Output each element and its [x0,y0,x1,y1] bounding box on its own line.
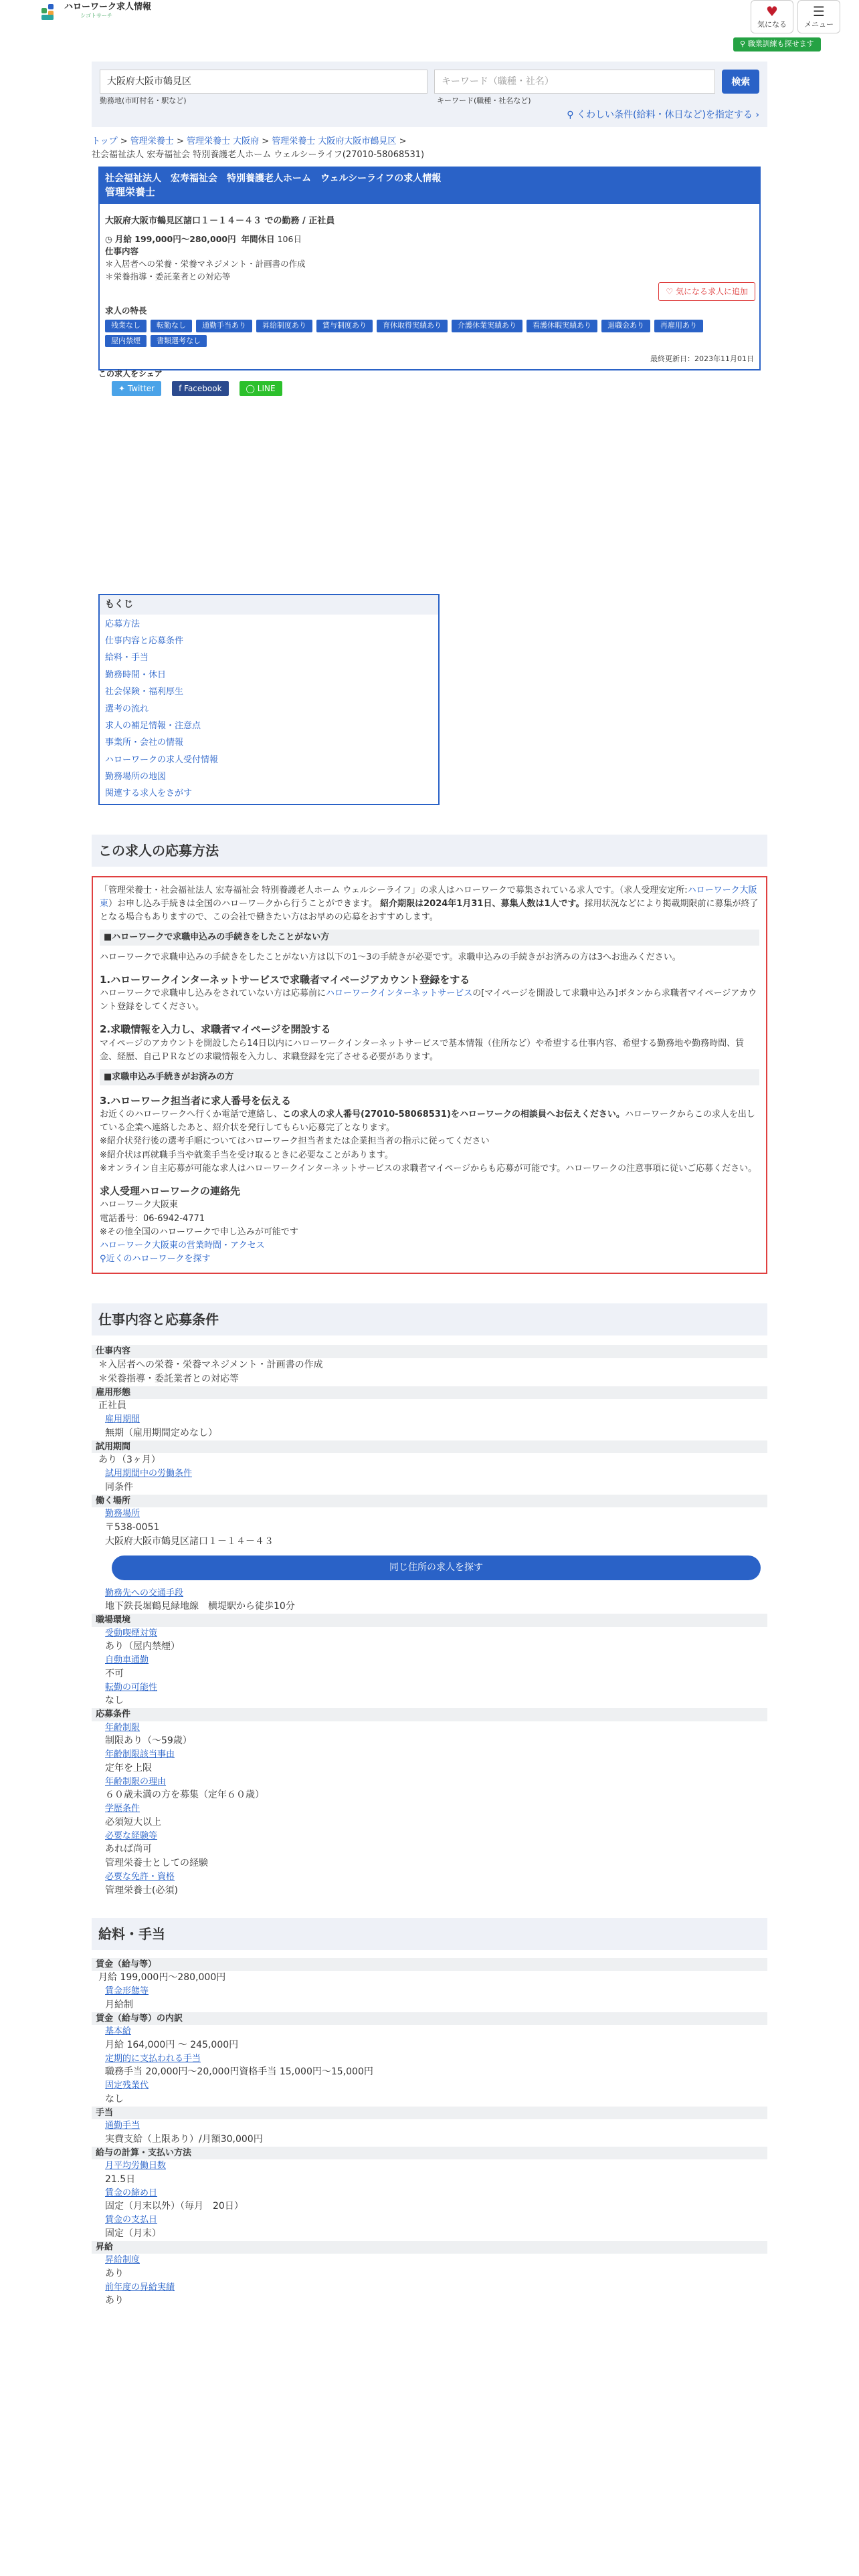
field-label-link[interactable]: 基本給 [105,2026,132,2037]
breadcrumb: トップ > 管理栄養士 > 管理栄養士 大阪府 > 管理栄養士 大阪府大阪市鶴見区 > [92,136,407,146]
field-label-link[interactable]: 定期的に支払われる手当 [105,2053,201,2064]
field-value: 定年を上限 [105,1762,152,1774]
field-label-link[interactable]: 月平均労働日数 [105,2161,167,2171]
content-line-2: ＊栄養指導・委託業者との対応等 [105,271,231,282]
last-updated: 最終更新日：2023年11月01日 [650,354,754,364]
field-group-heading: 昇給 [92,2241,767,2254]
nearby-hellowork-link[interactable] [100,1254,211,1264]
training-label: 職業訓練も探せます [747,39,814,48]
field-label-link[interactable]: 必要な経験等 [105,1830,158,1841]
breadcrumb-city[interactable]: 管理栄養士 大阪府大阪市鶴見区 [272,136,397,146]
field-value: 管理栄養士としての経験 [105,1858,208,1869]
field-value: 無期（雇用期間定めなし） [105,1427,217,1438]
contact-heading: 求人受理ハローワークの連絡先 [100,1184,241,1197]
toc-item[interactable]: 仕事内容と応募条件 [105,636,184,647]
feature-tag: 屋内禁煙 [105,335,147,348]
table-of-contents [98,594,440,805]
field-value: 必須短大以上 [105,1816,161,1828]
step1-text-b: の[マイページを開設して求職申込み]ボタンから求職者マイページアカウント登録をしてください。 [100,988,757,1012]
feature-tag: 昇給制度あり [256,320,312,332]
field-value: あり（屋内禁煙） [105,1641,180,1652]
feature-tag: 残業なし [105,320,147,332]
field-group-heading: 給与の計算・支払い方法 [92,2147,767,2160]
toc-item[interactable]: 関連する求人をさがす [105,788,193,799]
step3-text-b: ハローワークからこの求人を出している企業へ連絡したあと、紹介状を発行してもらい応募完了となります。 [100,1109,755,1134]
breadcrumb-top[interactable]: トップ [92,136,118,146]
apply-intro-text: 採用状況などにより掲載期限前に募集が終了となる場合もありますので、この会社で働きたい方はお早めの応募をおすすめします。 [100,898,759,922]
favorites-button[interactable] [751,0,793,33]
toc-item[interactable]: 選考の流れ [105,704,149,714]
keyword-input[interactable]: キーワード（職種・社名） [434,70,716,94]
add-favorite-button[interactable] [658,282,755,301]
feature-tag: 介護休業実績あり [452,320,522,332]
step2-heading: 2.求職情報を入力し、求職者マイページを開設する [100,1023,331,1036]
breadcrumb-current: 社会福祉法人 宏寿福祉会 特別養護老人ホーム ウェルシーライフ(27010-58068531) [92,149,425,160]
field-value: 実費支給（上限あり）/月額30,000円 [105,2133,263,2145]
apply-intro [100,884,759,924]
toc-item[interactable]: 給料・手当 [105,653,149,663]
contact-note: ※その他全国のハローワークで申し込みが可能です [100,1226,298,1237]
job-card-header [100,168,759,204]
field-label-link[interactable]: 勤務先への交通手段 [105,1588,184,1598]
field-group-heading: 手当 [92,2107,767,2120]
job-title: 管理栄養士 [105,186,156,199]
field-label-link[interactable]: 賃金の締め日 [105,2187,158,2198]
job-number-text: この求人の求人番号(27010-58068531)をハローワークの相談員へお伝えください。 [282,1109,625,1120]
subheading-not-registered: ■ハローワークで求職申込みの手続きをしたことがない方 [100,930,759,946]
field-value: あれば尚可 [105,1844,152,1855]
field-value: 不可 [105,1668,124,1679]
line-icon: ◯ [246,383,258,393]
field-label-link[interactable]: 必要な免許・資格 [105,1872,175,1883]
content-line-1: ＊入居者への栄養・栄養マネジメント・計画書の作成 [105,259,306,270]
field-value: 月給制 [105,1999,133,2010]
conditions-list [92,1345,767,1898]
field-group-heading: 応募条件 [92,1708,767,1721]
search-panel [92,62,767,127]
field-value: 月給 199,000円〜280,000円 [98,1972,226,1983]
same-address-jobs-button[interactable]: 同じ住所の求人を探す [112,1555,761,1580]
salary-line [105,233,754,246]
location-input[interactable]: 大阪府大阪市鶴見区 [100,70,427,94]
field-label-link[interactable]: 賃金の支払日 [105,2215,158,2226]
search-icon: ⚲ [100,1253,106,1264]
chevron-right-icon: › [752,109,759,120]
field-value: なし [105,1695,124,1707]
field-label-link[interactable]: 転勤の可能性 [105,1682,158,1693]
salary-heading: 給料・手当 [92,1918,767,1950]
holidays-value: 106日 [277,233,302,244]
field-group-heading: 職場環境 [92,1614,767,1627]
apply-intro-text: 「管理栄養士・社会福祉法人 宏寿福祉会 特別養護老人ホーム ウェルシーライフ」の求人はハローワークで募集されている求人です。（求人受理安定所: [100,885,688,895]
apply-box [92,876,767,1275]
feature-tag: 書類選考なし [151,335,207,348]
search-button[interactable]: 検索 [722,70,759,94]
keyword-label: キーワード(職種・社名など) [437,96,531,105]
menu-label: メニュー [804,20,834,29]
step1-text [100,987,759,1014]
field-label-link[interactable]: 固定残業代 [105,2080,149,2091]
apply-heading: この求人の応募方法 [92,835,767,867]
field-label-link[interactable]: 自動車通勤 [105,1655,149,1666]
field-group-heading: 働く場所 [92,1495,767,1508]
contact-tel: 電話番号：06-6942-4771 [100,1213,205,1224]
step1-heading: 1.ハローワークインターネットサービスで求職者マイページアカウント登録をする [100,973,470,986]
apply-intro-text: ）お申し込み手続きは全国のハローワークから行うことができます。 [108,898,377,909]
toc-item[interactable]: 求人の補足情報・注意点 [105,720,201,731]
field-label-link[interactable]: 年齢制限 [105,1722,140,1733]
logo-mark-icon [41,3,60,21]
feature-tag: 退職金あり [601,320,650,332]
field-value: 21.5日 [105,2173,136,2185]
heart-outline-icon: ♡ [666,286,676,296]
toc-item[interactable]: 社会保険・福利厚生 [105,687,184,697]
search-icon: ⚲ [567,109,577,120]
holidays-label: 年間休日 [241,233,275,244]
step3-text-a: お近くのハローワークへ行くか電話で連絡し、 [100,1109,283,1120]
feature-tag: 再雇用あり [654,320,703,332]
salary-list [92,1958,767,2309]
nearby-label: 近くのハローワークを探す [106,1253,211,1264]
internet-service-link[interactable]: ハローワークインターネットサービス [326,988,473,999]
note-3: ※オンライン自主応募が可能な求人はハローワークインターネットサービスの求職者マイページからも応募が可能です。ハローワークの注意事項に従いご応募ください。 [100,1163,757,1174]
salary-value: 月給 199,000円〜280,000円 [114,233,236,244]
toc-item[interactable]: 勤務時間・休日 [105,669,167,680]
favorites-label: 気になる [757,20,787,29]
step2-text: マイページのアカウントを開設したら14日以内にハローワークインターネットサービスで基本情報（住所など）や希望する仕事内容、希望する勤務地や勤務時間、賃金、経歴、自己ＰＲなどの求職情報を入力し、求職登録を完了させる必要があります。 [100,1038,745,1063]
field-value: あり [105,2268,124,2279]
field-value: 制限あり（〜59歳） [105,1735,192,1747]
field-label-link[interactable]: 前年度の昇給実績 [105,2282,175,2292]
field-label-link[interactable]: 年齢制限の理由 [105,1776,167,1787]
field-label-link[interactable]: 試用期間中の労働条件 [105,1469,193,1479]
apply-deadline: 紹介期限は2024年1月31日、募集人数は1人です。 [380,898,585,909]
field-label-link[interactable]: 受動喫煙対策 [105,1628,158,1638]
feature-tag: 賞与制度あり [316,320,373,332]
field-value: 月給 164,000円 〜 245,000円 [105,2039,239,2050]
hellowork-link[interactable]: ハローワーク大阪東 [100,885,757,909]
menu-button[interactable] [797,0,840,33]
field-value: なし [105,2093,124,2105]
field-value: 同条件 [105,1481,133,1493]
note-2: ※紹介状は再就職手当や就業手当を受け取るときに必要なことがあります。 [100,1150,393,1160]
twitter-icon: ✦ [118,383,128,393]
job-address: 大阪府大阪市鶴見区諸口１－１４－４３ での勤務 / 正社員 [105,216,335,227]
feature-tag: 転勤なし [151,320,192,332]
field-group-heading: 雇用形態 [92,1386,767,1400]
field-label-link[interactable]: 通勤手当 [105,2121,140,2131]
location-label: 勤務地(市町村名・駅など) [100,96,187,105]
clock-icon: ◷ [105,233,112,244]
contact-name: ハローワーク大阪東 [100,1200,179,1210]
field-value: 地下鉄長堀鶴見緑地線 横堤駅から徒歩10分 [105,1601,295,1612]
twitter-label: Twitter [127,383,155,393]
toc-item[interactable]: 事業所・会社の情報 [105,738,184,748]
field-value: 〒538-0051 [105,1521,160,1533]
step1-text-a: ハローワークで求職申し込みをされていない方は応募前に [100,988,326,999]
field-value: ＊入居者への栄養・栄養マネジメント・計画書の作成 [98,1359,323,1370]
sub1-text: ハローワークで求職申込みの手続きをしたことがない方は以下の1〜3の手続きが必要です。求職申込みの手続きがお済みの方は3へお進みください。 [100,952,681,962]
share-label: この求人をシェア [98,368,163,379]
field-value: ＊栄養指導・委託業者との対応等 [98,1373,239,1384]
line-label: LINE [257,383,276,393]
field-value: ６０歳未満の方を募集（定年６０歳） [105,1790,264,1801]
field-label-link[interactable]: 賃金形態等 [105,1986,149,1997]
field-group-heading: 試用期間 [92,1440,767,1454]
content-label: 仕事内容 [105,246,139,257]
logo-subtitle: シゴトサーチ [80,13,112,19]
line-share-button[interactable] [240,381,282,396]
field-label-link[interactable]: 昇給制度 [105,2255,140,2266]
field-label-link[interactable]: 勤務場所 [105,1509,140,1519]
field-value: あり [105,2295,124,2306]
field-value: あり（3ヶ月） [98,1455,161,1466]
field-label-link[interactable]: 学歴条件 [105,1804,140,1814]
toc-item[interactable]: 応募方法 [105,619,140,629]
field-value: 正社員 [98,1400,126,1412]
feature-tag: 看護休暇実績あり [527,320,597,332]
note-1: ※紹介状発行後の選考手順についてはハローワーク担当者または企業担当者の指示に従ってください [100,1136,490,1147]
field-value: 固定（月末以外）（毎月 20日） [105,2201,244,2212]
site-header [0,0,859,59]
step3-text [100,1108,759,1135]
subheading-registered: ■求職申込み手続きがお済みの方 [100,1069,759,1085]
field-label-link[interactable]: 雇用期間 [105,1414,140,1425]
field-group-heading: 賃金（給与等） [92,1958,767,1971]
feature-tags [105,320,734,347]
training-link[interactable] [733,37,821,51]
facebook-label: Facebook [184,383,222,393]
search-icon: ⚲ [740,39,748,48]
heart-icon: ♥ [766,3,778,19]
field-value: 職務手当 20,000円〜20,000円資格手当 15,000円〜15,000円 [105,2066,373,2078]
features-label: 求人の特長 [105,305,147,316]
breadcrumb-pref[interactable]: 管理栄養士 大阪府 [186,136,260,146]
field-value: 管理栄養士(必須) [105,1885,178,1896]
site-logo[interactable] [41,3,151,21]
feature-tag: 育休取得実績あり [377,320,448,332]
toc-item[interactable]: ハローワークの求人受付情報 [105,754,219,765]
field-value: 固定（月末） [105,2228,161,2239]
field-label-link[interactable]: 年齢制限該当事由 [105,1749,175,1760]
logo-title: ハローワーク求人情報 [64,2,152,12]
field-group-heading: 賃金（給与等）の内訳 [92,2012,767,2026]
job-summary-card [98,167,761,370]
field-value: 大阪府大阪市鶴見区諸口１－１４－４３ [105,1535,274,1547]
hellowork-access-link[interactable]: ハローワーク大阪東の営業時間・アクセス [100,1240,265,1251]
facebook-share-button[interactable] [172,381,228,396]
feature-tag: 通勤手当あり [196,320,252,332]
add-favorite-label: 気になる求人に追加 [675,286,748,296]
breadcrumb-job[interactable]: 管理栄養士 [130,136,174,146]
toc-item[interactable]: 勤務場所の地図 [105,771,167,782]
facebook-icon: f [179,383,185,393]
step3-heading: 3.ハローワーク担当者に求人番号を伝える [100,1094,292,1107]
conditions-heading: 仕事内容と応募条件 [92,1303,767,1335]
advanced-search-link[interactable] [100,108,759,122]
share-buttons [112,381,767,396]
twitter-share-button[interactable] [112,381,161,396]
advanced-search-label: くわしい条件(給料・休日など)を指定する [577,109,753,120]
company-name: 社会福祉法人 宏寿福祉会 特別養護老人ホーム ウェルシーライフの求人情報 [105,173,442,184]
hamburger-icon: ☰ [813,3,825,19]
field-group-heading: 仕事内容 [92,1345,767,1358]
toc-title: もくじ [100,595,438,615]
